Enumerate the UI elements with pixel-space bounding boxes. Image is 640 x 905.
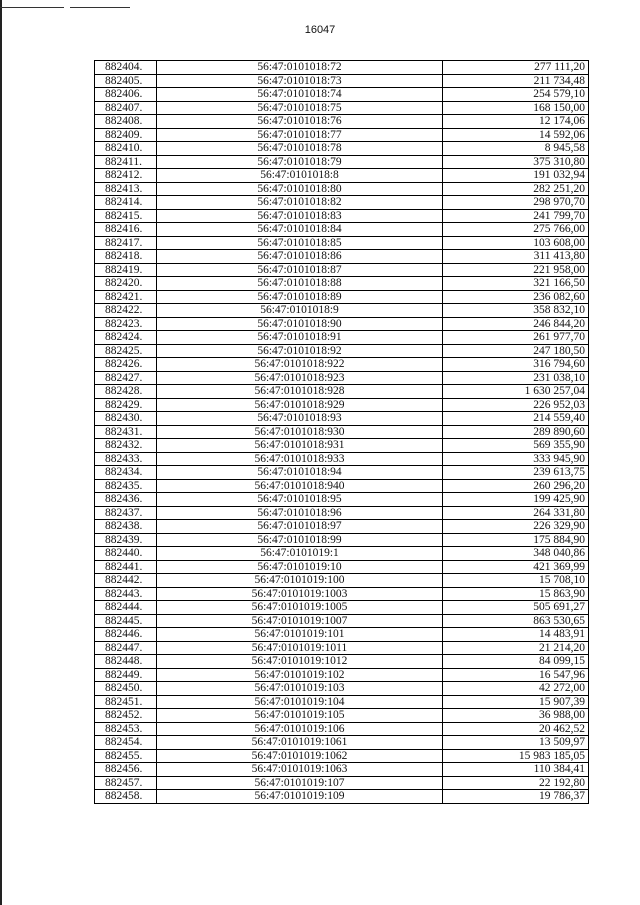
table-row	[95, 304, 589, 318]
cadastral-value: 863 530,65	[443, 614, 589, 628]
header-rule	[70, 7, 130, 8]
cadastral-value: 421 369,99	[443, 560, 589, 574]
cadastral-number: 56:47:0101018:85	[157, 236, 443, 250]
cadastral-value: 22 192,80	[443, 776, 589, 790]
row-number: 882449.	[95, 668, 157, 682]
table-row	[95, 709, 589, 723]
row-number: 882438.	[95, 520, 157, 534]
row-number: 882450.	[95, 682, 157, 696]
cadastral-number: 56:47:0101018:82	[157, 196, 443, 210]
cadastral-number: 56:47:0101018:74	[157, 88, 443, 102]
row-number: 882445.	[95, 614, 157, 628]
cadastral-value: 254 579,10	[443, 88, 589, 102]
cadastral-value: 277 111,20	[443, 61, 589, 75]
cadastral-value: 20 462,52	[443, 722, 589, 736]
cadastral-number: 56:47:0101018:96	[157, 506, 443, 520]
cadastral-number: 56:47:0101018:8	[157, 169, 443, 183]
table-row	[95, 142, 589, 156]
row-number: 882404.	[95, 61, 157, 75]
cadastral-value: 211 734,48	[443, 74, 589, 88]
table-row	[95, 412, 589, 426]
cadastral-number: 56:47:0101018:90	[157, 317, 443, 331]
cadastral-number: 56:47:0101019:101	[157, 628, 443, 642]
row-number: 882442.	[95, 574, 157, 588]
table-row	[95, 277, 589, 291]
table-row	[95, 331, 589, 345]
cadastral-value: 289 890,60	[443, 425, 589, 439]
cadastral-value: 84 099,15	[443, 655, 589, 669]
row-number: 882453.	[95, 722, 157, 736]
cadastral-number: 56:47:0101018:940	[157, 479, 443, 493]
row-number: 882446.	[95, 628, 157, 642]
table-row	[95, 155, 589, 169]
table-row	[95, 520, 589, 534]
table-row	[95, 776, 589, 790]
cadastral-number: 56:47:0101019:1	[157, 547, 443, 561]
cadastral-value: 13 509,97	[443, 736, 589, 750]
cadastral-value: 12 174,06	[443, 115, 589, 129]
cadastral-number: 56:47:0101019:1062	[157, 749, 443, 763]
row-number: 882434.	[95, 466, 157, 480]
row-number: 882455.	[95, 749, 157, 763]
cadastral-number: 56:47:0101018:923	[157, 371, 443, 385]
row-number: 882419.	[95, 263, 157, 277]
header-rule	[0, 7, 64, 8]
cadastral-number: 56:47:0101018:84	[157, 223, 443, 237]
table-row	[95, 628, 589, 642]
table-row	[95, 682, 589, 696]
cadastral-value: 239 613,75	[443, 466, 589, 480]
table-row	[95, 439, 589, 453]
table-row	[95, 385, 589, 399]
cadastral-value: 231 038,10	[443, 371, 589, 385]
cadastral-value: 241 799,70	[443, 209, 589, 223]
row-number: 882433.	[95, 452, 157, 466]
cadastral-value: 36 988,00	[443, 709, 589, 723]
cadastral-value: 316 794,60	[443, 358, 589, 372]
cadastral-value: 103 608,00	[443, 236, 589, 250]
row-number: 882443.	[95, 587, 157, 601]
table-row	[95, 763, 589, 777]
row-number: 882421.	[95, 290, 157, 304]
cadastral-value: 261 977,70	[443, 331, 589, 345]
row-number: 882407.	[95, 101, 157, 115]
cadastral-number: 56:47:0101019:109	[157, 790, 443, 804]
cadastral-value: 358 832,10	[443, 304, 589, 318]
cadastral-number: 56:47:0101018:922	[157, 358, 443, 372]
row-number: 882456.	[95, 763, 157, 777]
cadastral-number: 56:47:0101018:9	[157, 304, 443, 318]
table-row	[95, 398, 589, 412]
cadastral-number: 56:47:0101018:928	[157, 385, 443, 399]
table-row	[95, 655, 589, 669]
row-number: 882409.	[95, 128, 157, 142]
cadastral-number: 56:47:0101018:83	[157, 209, 443, 223]
row-number: 882420.	[95, 277, 157, 291]
cadastral-number: 56:47:0101019:1005	[157, 601, 443, 615]
table-row	[95, 547, 589, 561]
cadastral-value: 221 958,00	[443, 263, 589, 277]
table-row	[95, 250, 589, 264]
cadastral-value: 21 214,20	[443, 641, 589, 655]
table-row	[95, 290, 589, 304]
page-number: 16047	[304, 24, 336, 36]
table-row	[95, 128, 589, 142]
cadastral-number: 56:47:0101019:1063	[157, 763, 443, 777]
row-number: 882436.	[95, 493, 157, 507]
table-row	[95, 263, 589, 277]
cadastral-number: 56:47:0101018:94	[157, 466, 443, 480]
table-row	[95, 209, 589, 223]
cadastral-value: 15 983 185,05	[443, 749, 589, 763]
row-number: 882444.	[95, 601, 157, 615]
cadastral-value: 8 945,58	[443, 142, 589, 156]
row-number: 882458.	[95, 790, 157, 804]
row-number: 882417.	[95, 236, 157, 250]
row-number: 882430.	[95, 412, 157, 426]
table-row	[95, 533, 589, 547]
cadastral-value: 214 559,40	[443, 412, 589, 426]
cadastral-number: 56:47:0101018:91	[157, 331, 443, 345]
cadastral-value: 15 907,39	[443, 695, 589, 709]
cadastral-number: 56:47:0101018:86	[157, 250, 443, 264]
table-row	[95, 182, 589, 196]
table-row	[95, 641, 589, 655]
cadastral-number: 56:47:0101018:92	[157, 344, 443, 358]
cadastral-value: 226 329,90	[443, 520, 589, 534]
table-body	[95, 61, 589, 804]
cadastral-value: 264 331,80	[443, 506, 589, 520]
cadastral-value: 311 413,80	[443, 250, 589, 264]
cadastral-value: 14 483,91	[443, 628, 589, 642]
cadastral-number: 56:47:0101019:103	[157, 682, 443, 696]
cadastral-number: 56:47:0101018:95	[157, 493, 443, 507]
row-number: 882431.	[95, 425, 157, 439]
row-number: 882454.	[95, 736, 157, 750]
cadastral-number: 56:47:0101018:931	[157, 439, 443, 453]
table-row	[95, 425, 589, 439]
row-number: 882410.	[95, 142, 157, 156]
cadastral-value: 333 945,90	[443, 452, 589, 466]
row-number: 882425.	[95, 344, 157, 358]
table-row	[95, 196, 589, 210]
table-row	[95, 317, 589, 331]
cadastral-number: 56:47:0101019:10	[157, 560, 443, 574]
cadastral-number: 56:47:0101018:89	[157, 290, 443, 304]
cadastral-value: 348 040,86	[443, 547, 589, 561]
cadastral-value: 16 547,96	[443, 668, 589, 682]
table-row	[95, 574, 589, 588]
table-row	[95, 479, 589, 493]
cadastral-number: 56:47:0101019:106	[157, 722, 443, 736]
table-row	[95, 101, 589, 115]
row-number: 882414.	[95, 196, 157, 210]
cadastral-value: 191 032,94	[443, 169, 589, 183]
row-number: 882415.	[95, 209, 157, 223]
cadastral-value: 1 630 257,04	[443, 385, 589, 399]
cadastral-value: 375 310,80	[443, 155, 589, 169]
row-number: 882411.	[95, 155, 157, 169]
cadastral-number: 56:47:0101018:87	[157, 263, 443, 277]
table-row	[95, 506, 589, 520]
row-number: 882406.	[95, 88, 157, 102]
row-number: 882412.	[95, 169, 157, 183]
cadastral-number: 56:47:0101019:104	[157, 695, 443, 709]
row-number: 882405.	[95, 74, 157, 88]
cadastral-number: 56:47:0101018:88	[157, 277, 443, 291]
cadastral-number: 56:47:0101018:75	[157, 101, 443, 115]
cadastral-value: 505 691,27	[443, 601, 589, 615]
row-number: 882437.	[95, 506, 157, 520]
cadastral-value: 569 355,90	[443, 439, 589, 453]
table-row	[95, 695, 589, 709]
table-row	[95, 722, 589, 736]
row-number: 882457.	[95, 776, 157, 790]
cadastral-value: 168 150,00	[443, 101, 589, 115]
table-row	[95, 560, 589, 574]
row-number: 882432.	[95, 439, 157, 453]
row-number: 882416.	[95, 223, 157, 237]
cadastral-number: 56:47:0101019:1007	[157, 614, 443, 628]
table-row	[95, 358, 589, 372]
table-row	[95, 88, 589, 102]
row-number: 882423.	[95, 317, 157, 331]
cadastral-value: 15 708,10	[443, 574, 589, 588]
cadastral-value: 226 952,03	[443, 398, 589, 412]
table-row	[95, 668, 589, 682]
table-row	[95, 344, 589, 358]
row-number: 882424.	[95, 331, 157, 345]
cadastral-number: 56:47:0101018:930	[157, 425, 443, 439]
cadastral-value-table	[94, 60, 589, 804]
cadastral-value: 15 863,90	[443, 587, 589, 601]
scan-edge-line	[0, 0, 2, 905]
cadastral-number: 56:47:0101019:1003	[157, 587, 443, 601]
table-row	[95, 790, 589, 804]
row-number: 882440.	[95, 547, 157, 561]
row-number: 882428.	[95, 385, 157, 399]
row-number: 882408.	[95, 115, 157, 129]
cadastral-number: 56:47:0101018:79	[157, 155, 443, 169]
row-number: 882435.	[95, 479, 157, 493]
row-number: 882422.	[95, 304, 157, 318]
table-row	[95, 236, 589, 250]
table-row	[95, 115, 589, 129]
cadastral-number: 56:47:0101019:1011	[157, 641, 443, 655]
cadastral-value: 321 166,50	[443, 277, 589, 291]
cadastral-number: 56:47:0101018:933	[157, 452, 443, 466]
cadastral-value: 247 180,50	[443, 344, 589, 358]
table-row	[95, 61, 589, 75]
row-number: 882452.	[95, 709, 157, 723]
cadastral-number: 56:47:0101018:97	[157, 520, 443, 534]
cadastral-value: 236 082,60	[443, 290, 589, 304]
row-number: 882413.	[95, 182, 157, 196]
row-number: 882441.	[95, 560, 157, 574]
table-row	[95, 466, 589, 480]
cadastral-number: 56:47:0101018:80	[157, 182, 443, 196]
cadastral-value: 42 272,00	[443, 682, 589, 696]
cadastral-value: 175 884,90	[443, 533, 589, 547]
cadastral-value: 19 786,37	[443, 790, 589, 804]
cadastral-number: 56:47:0101018:76	[157, 115, 443, 129]
cadastral-number: 56:47:0101019:1061	[157, 736, 443, 750]
cadastral-value: 14 592,06	[443, 128, 589, 142]
row-number: 882448.	[95, 655, 157, 669]
table-row	[95, 587, 589, 601]
cadastral-number: 56:47:0101019:107	[157, 776, 443, 790]
cadastral-number: 56:47:0101018:93	[157, 412, 443, 426]
table-row	[95, 493, 589, 507]
row-number: 882451.	[95, 695, 157, 709]
table-row	[95, 74, 589, 88]
cadastral-value: 260 296,20	[443, 479, 589, 493]
table-row	[95, 736, 589, 750]
cadastral-number: 56:47:0101019:102	[157, 668, 443, 682]
table-row	[95, 749, 589, 763]
cadastral-value: 275 766,00	[443, 223, 589, 237]
table-row	[95, 169, 589, 183]
cadastral-value: 110 384,41	[443, 763, 589, 777]
row-number: 882427.	[95, 371, 157, 385]
row-number: 882439.	[95, 533, 157, 547]
row-number: 882429.	[95, 398, 157, 412]
cadastral-value: 246 844,20	[443, 317, 589, 331]
cadastral-number: 56:47:0101019:100	[157, 574, 443, 588]
table-row	[95, 371, 589, 385]
cadastral-number: 56:47:0101019:1012	[157, 655, 443, 669]
cadastral-number: 56:47:0101018:929	[157, 398, 443, 412]
cadastral-number: 56:47:0101018:99	[157, 533, 443, 547]
cadastral-number: 56:47:0101018:72	[157, 61, 443, 75]
table-row	[95, 614, 589, 628]
cadastral-value: 199 425,90	[443, 493, 589, 507]
cadastral-number: 56:47:0101019:105	[157, 709, 443, 723]
table-row	[95, 601, 589, 615]
cadastral-number: 56:47:0101018:78	[157, 142, 443, 156]
cadastral-value: 282 251,20	[443, 182, 589, 196]
row-number: 882418.	[95, 250, 157, 264]
cadastral-number: 56:47:0101018:77	[157, 128, 443, 142]
table-row	[95, 452, 589, 466]
row-number: 882447.	[95, 641, 157, 655]
table-row	[95, 223, 589, 237]
row-number: 882426.	[95, 358, 157, 372]
cadastral-number: 56:47:0101018:73	[157, 74, 443, 88]
cadastral-value: 298 970,70	[443, 196, 589, 210]
